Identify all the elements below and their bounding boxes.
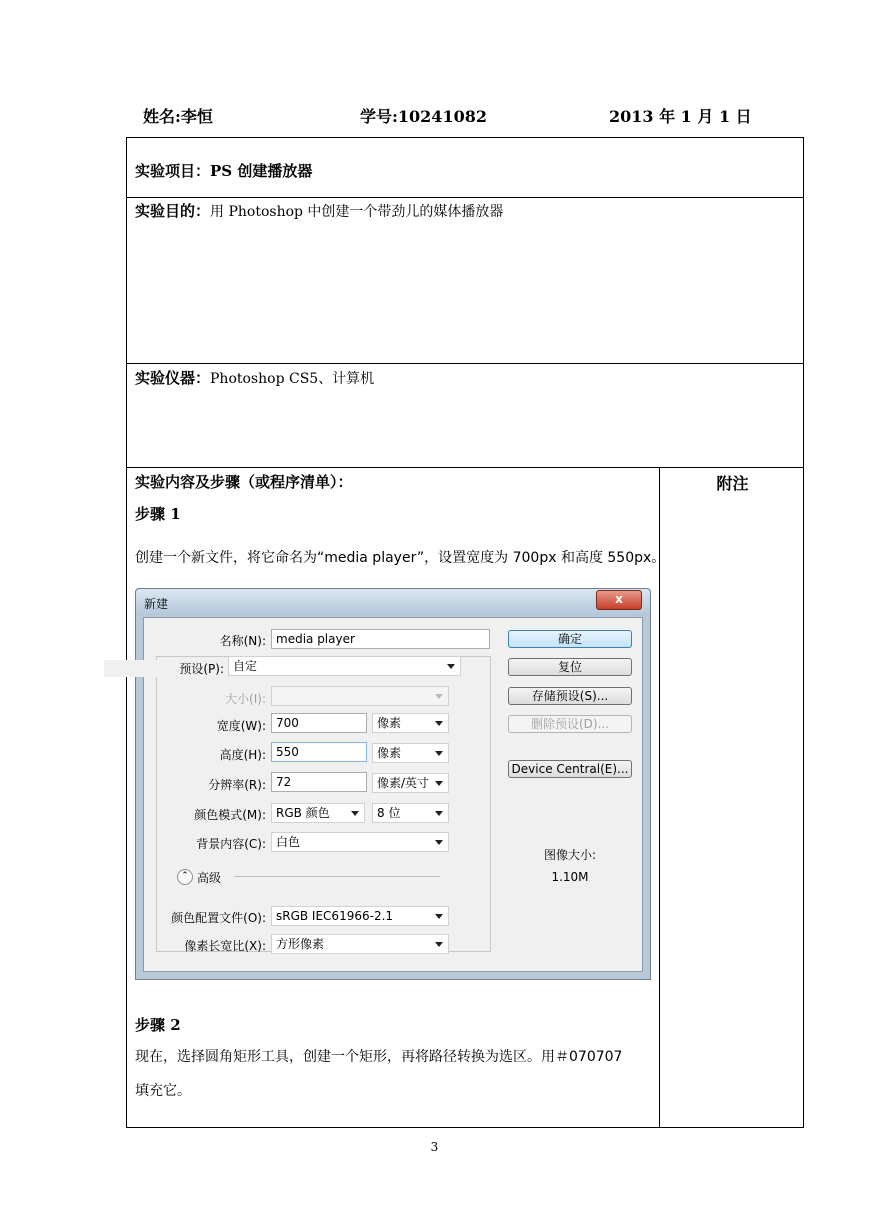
pixel-aspect-select[interactable] — [271, 934, 449, 954]
new-document-dialog — [135, 588, 651, 980]
color-profile-label: 颜色配置文件(O): — [171, 911, 266, 925]
color-mode-value: RGB 颜色 — [276, 806, 330, 820]
notes-title: 附注 — [716, 474, 749, 493]
name-input[interactable]: media player — [271, 629, 490, 649]
preset-label: 预设(P): — [104, 660, 224, 677]
device-central-button[interactable]: Device Central(E)... — [508, 760, 632, 778]
width-unit-select[interactable] — [372, 713, 449, 733]
height-unit-select[interactable] — [372, 743, 449, 763]
pixel-aspect-value: 方形像素 — [276, 937, 325, 951]
close-icon[interactable]: x — [596, 590, 642, 610]
background-select[interactable] — [271, 832, 449, 852]
step1-text: 创建一个新文件，将它命名为“media player”，设置宽度为 700px 和高度 550px。 — [135, 550, 666, 566]
background-value: 白色 — [276, 835, 301, 849]
color-mode-label: 颜色模式(M): — [194, 808, 266, 822]
resolution-input[interactable]: 72 — [271, 772, 367, 792]
resolution-unit-value: 像素/英寸 — [377, 776, 430, 790]
chevron-down-icon — [351, 811, 359, 816]
image-size-value: 1.10M — [551, 870, 589, 884]
project-value: PS 创建播放器 — [210, 162, 313, 180]
dialog-title: 新建 — [144, 597, 169, 611]
report-date: 2013 年 1 月 1 日 — [609, 107, 752, 126]
width-label: 宽度(W): — [216, 719, 266, 733]
size-select — [271, 686, 449, 706]
content-title-text: 实验内容及步骤（或程序清单）： — [135, 473, 353, 491]
step2-text-line1: 现在，选择圆角矩形工具，创建一个矩形，再将路径转换为选区。用＃070707 — [135, 1049, 623, 1065]
delete-preset-button: 删除预设(D)... — [508, 715, 632, 733]
purpose-row — [135, 200, 503, 221]
step2-title-text: 步骤 2 — [135, 1016, 181, 1034]
color-profile-select[interactable] — [271, 906, 449, 926]
row-divider — [127, 363, 803, 364]
step1-title — [135, 503, 181, 524]
background-label: 背景内容(C): — [196, 837, 266, 851]
chevron-down-icon — [435, 694, 443, 699]
chevron-down-icon — [435, 781, 443, 786]
row-divider — [127, 197, 803, 198]
chevron-down-icon — [435, 840, 443, 845]
reset-button[interactable]: 复位 — [508, 658, 632, 676]
chevron-down-icon — [447, 664, 455, 669]
project-label: 实验项目： — [135, 162, 211, 180]
instruments-row — [135, 367, 374, 388]
purpose-label: 实验目的： — [135, 202, 211, 220]
purpose-value: 用 Photoshop 中创建一个带劲儿的媒体播放器 — [210, 204, 504, 220]
ok-button[interactable]: 确定 — [508, 630, 632, 648]
size-label: 大小(I): — [225, 692, 266, 706]
content-title — [135, 471, 353, 492]
step1-title-text: 步骤 1 — [135, 505, 181, 523]
dialog-body — [143, 617, 643, 972]
chevron-down-icon — [435, 942, 443, 947]
chevron-down-icon — [435, 811, 443, 816]
project-row — [135, 160, 312, 181]
row-divider — [127, 467, 803, 468]
chevron-down-icon — [435, 914, 443, 919]
resolution-unit-select[interactable] — [372, 773, 449, 793]
step2-text-line2: 填充它。 — [135, 1083, 191, 1099]
dialog-titlebar — [136, 589, 650, 615]
instruments-label: 实验仪器： — [135, 369, 211, 387]
advanced-label[interactable]: 高级 — [197, 871, 222, 885]
height-unit-value: 像素 — [377, 746, 402, 760]
step2-title — [135, 1014, 181, 1035]
page-number: 3 — [430, 1140, 439, 1154]
save-preset-button[interactable]: 存储预设(S)... — [508, 687, 632, 705]
name-label: 名称(N): — [219, 634, 266, 648]
instruments-value: Photoshop CS5、计算机 — [210, 371, 375, 387]
image-size-label: 图像大小: — [543, 848, 597, 862]
width-unit-value: 像素 — [377, 716, 402, 730]
height-label: 高度(H): — [219, 748, 266, 762]
color-mode-select[interactable] — [271, 803, 365, 823]
bit-depth-value: 8 位 — [377, 806, 401, 820]
chevron-up-icon[interactable]: ⌃ — [177, 869, 193, 885]
chevron-down-icon — [435, 751, 443, 756]
chevron-down-icon — [435, 721, 443, 726]
bit-depth-select[interactable] — [372, 803, 449, 823]
color-profile-value: sRGB IEC61966-2.1 — [276, 909, 394, 923]
resolution-label: 分辨率(R): — [208, 778, 266, 792]
student-id: 学号:10241082 — [360, 107, 487, 126]
advanced-divider — [234, 876, 440, 877]
preset-select-value: 自定 — [233, 659, 258, 673]
preset-select[interactable] — [228, 656, 461, 676]
pixel-aspect-label: 像素长宽比(X): — [184, 939, 266, 953]
student-name: 姓名:李恒 — [143, 107, 213, 126]
width-input[interactable]: 700 — [271, 713, 367, 733]
height-input[interactable]: 550 — [271, 742, 367, 762]
